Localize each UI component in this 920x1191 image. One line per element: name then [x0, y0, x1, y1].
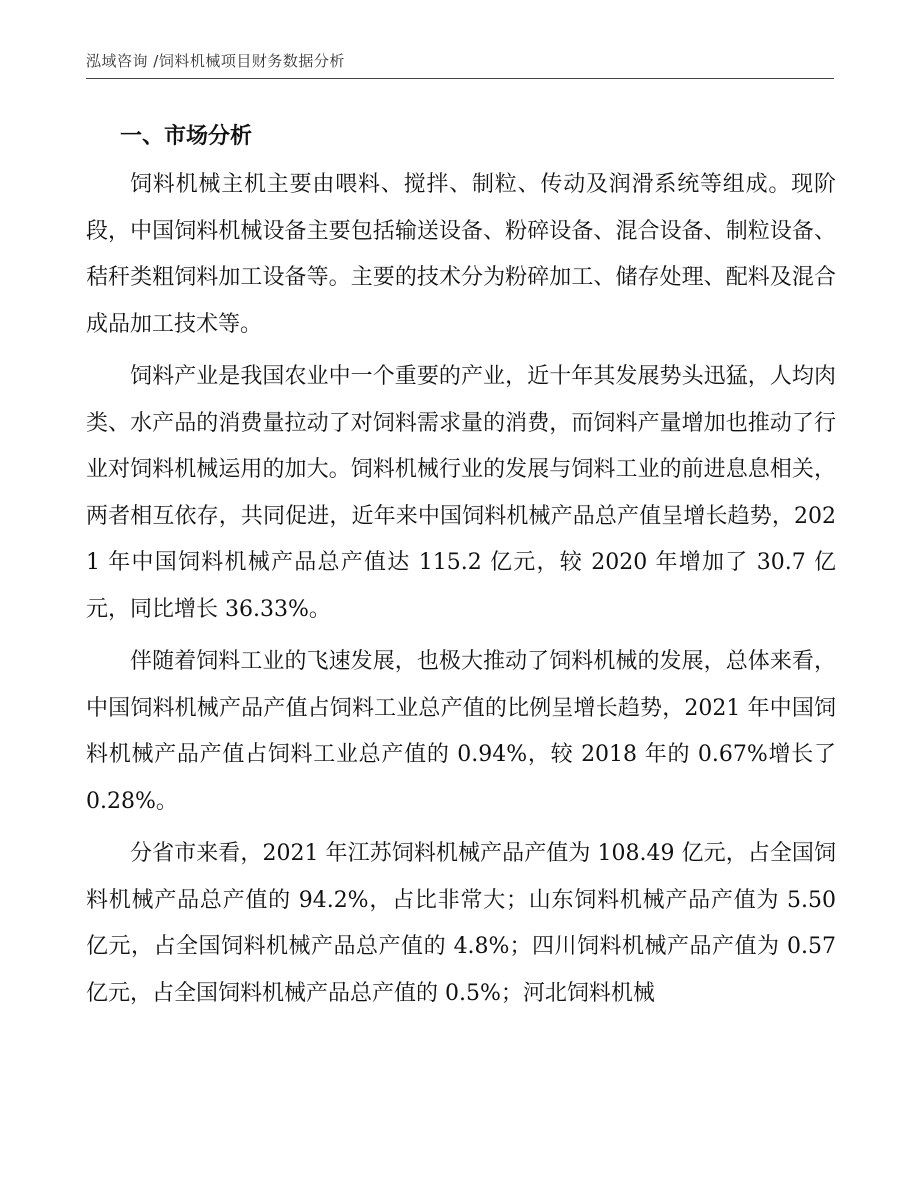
header-divider [86, 78, 834, 79]
paragraph-output-share: 伴随着饲料工业的飞速发展，也极大推动了饲料机械的发展，总体来看，中国饲料机械产品产值占饲料工业总产值的比例呈增长趋势，2021 年中国饲料机械产品产值占饲料工业总产值的 0.94%，较 2018 年的 0.67%增长了 0.28%。 [86, 649, 836, 814]
document-body [86, 112, 836, 1023]
paragraph-machine-composition: 饲料机械主机主要由喂料、搅拌、制粒、传动及润滑系统等组成。现阶段，中国饲料机械设备主要包括输送设备、粉碎设备、混合设备、制粒设备、秸秆类粗饲料加工设备等。主要的技术分为粉碎加工、储存处理、配料及混合成品加工技术等。 [86, 172, 836, 337]
paragraph-province-breakdown: 分省市来看，2021 年江苏饲料机械产品产值为 108.49 亿元，占全国饲料机械产品总产值的 94.2%，占比非常大；山东饲料机械产品产值为 5.50 亿元，占全国饲料机械产品总产值的 4.8%；四川饲料机械产品产值为 0.57 亿元，占全国饲料机械产品总产值的 0.5%；河北饲料机械 [86, 841, 836, 1006]
paragraph-industry-growth: 饲料产业是我国农业中一个重要的产业，近十年其发展势头迅猛，人均肉类、水产品的消费量拉动了对饲料需求量的消费，而饲料产量增加也推动了行业对饲料机械运用的加大。饲料机械行业的发展与饲料工业的前进息息相关，两者相互依存，共同促进，近年来中国饲料机械产品总产值呈增长趋势，2021 年中国饲料机械产品总产值达 115.2 亿元，较 2020 年增加了 30.7 亿元，同比增长 36.33%。 [86, 364, 836, 622]
page-header: 泓域咨询 /饲料机械项目财务数据分析 [86, 52, 345, 70]
section-heading: 一、市场分析 [120, 124, 253, 149]
